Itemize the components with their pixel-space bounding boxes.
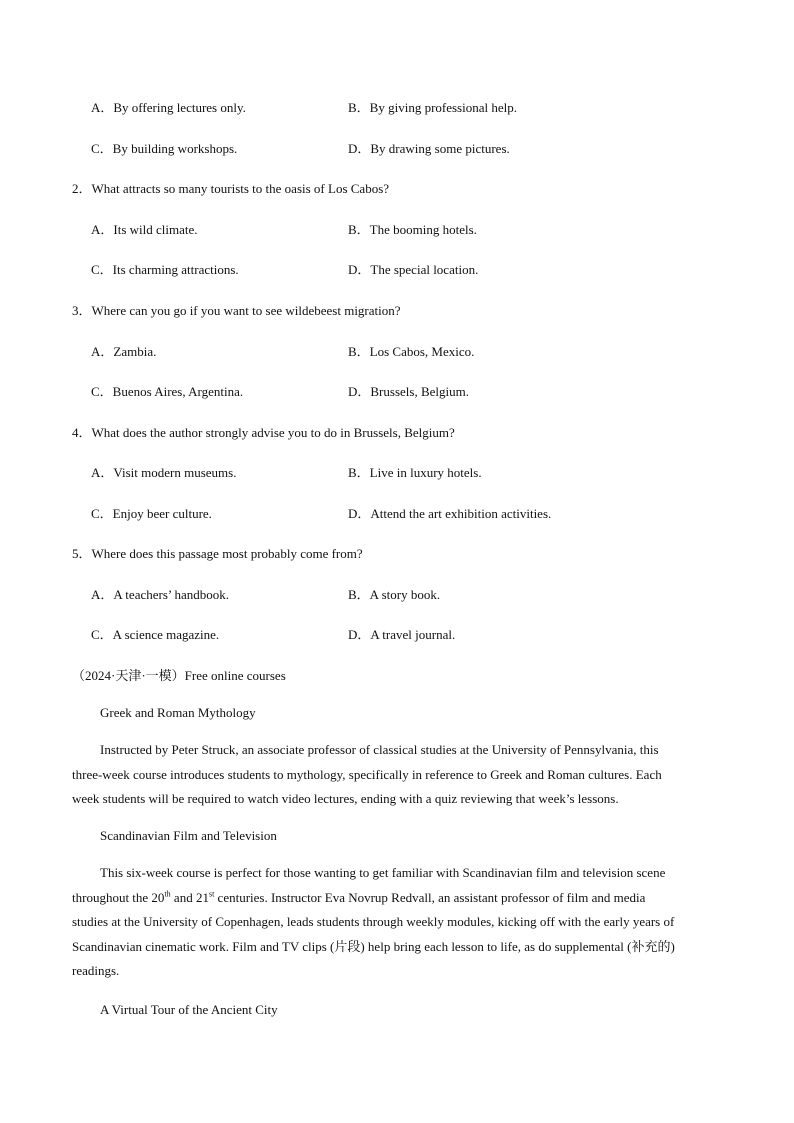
q1-option-c: C．By building workshops. xyxy=(91,141,238,156)
q5-option-a: A．A teachers’ handbook. xyxy=(91,587,230,602)
paragraph-line: readings. xyxy=(72,963,120,978)
q3-option-d: D．Brussels, Belgium. xyxy=(348,384,469,399)
paragraph-line: studies at the University of Copenhagen, leads students through weekly modules, kicking off with the early years of xyxy=(72,914,675,929)
course-heading-1: Greek and Roman Mythology xyxy=(100,705,256,720)
source-tag: （2024·天津·一模） xyxy=(72,668,185,683)
q1-option-b: B．By giving professional help. xyxy=(348,100,517,115)
course-2-description xyxy=(72,861,724,984)
q5-option-b: B．A story book. xyxy=(348,587,441,602)
q1-option-a: A．By offering lectures only. xyxy=(91,100,246,115)
question-2: 2．What attracts so many tourists to the oasis of Los Cabos? xyxy=(72,181,390,196)
paragraph-line: three-week course introduces students to mythology, specifically in reference to Greek and Roman cultures. Each xyxy=(72,766,662,782)
paragraph-line: Scandinavian cinematic work. Film and TV clips (片段) help bring each lesson to life, as do supplemental (补充的) xyxy=(72,938,675,954)
q2-option-a: A．Its wild climate. xyxy=(91,222,198,237)
course-heading-2: Scandinavian Film and Television xyxy=(100,828,277,843)
paragraph-line: week students will be required to watch video lectures, ending with a quiz reviewing that week’s lessons. xyxy=(72,791,619,806)
question-4: 4．What does the author strongly advise you to do in Brussels, Belgium? xyxy=(72,425,455,440)
q3-option-a: A．Zambia. xyxy=(91,344,157,359)
q3-option-b: B．Los Cabos, Mexico. xyxy=(348,344,475,359)
q1-option-d: D．By drawing some pictures. xyxy=(348,141,510,156)
paragraph-line: Instructed by Peter Struck, an associate professor of classical studies at the University of Pennsylvania, this xyxy=(100,742,659,757)
passage-title: Free online courses xyxy=(184,668,286,683)
q2-option-d: D．The special location. xyxy=(348,262,479,277)
question-5: 5．Where does this passage most probably come from? xyxy=(72,546,363,561)
question-3: 3．Where can you go if you want to see wildebeest migration? xyxy=(72,303,401,318)
q2-option-c: C．Its charming attractions. xyxy=(91,262,239,277)
q5-option-d: D．A travel journal. xyxy=(348,627,456,642)
paragraph-line: throughout the 20th and 21st centuries. Instructor Eva Novrup Redvall, an assistant professor of film and media xyxy=(72,889,646,905)
q4-option-a: A．Visit modern museums. xyxy=(91,465,237,480)
q5-option-c: C．A science magazine. xyxy=(91,627,220,642)
course-heading-3: A Virtual Tour of the Ancient City xyxy=(100,1002,278,1017)
course-1-description xyxy=(72,738,724,812)
q4-option-d: D．Attend the art exhibition activities. xyxy=(348,506,552,521)
q4-option-c: C．Enjoy beer culture. xyxy=(91,506,212,521)
q4-option-b: B．Live in luxury hotels. xyxy=(348,465,482,480)
q3-option-c: C．Buenos Aires, Argentina. xyxy=(91,384,244,399)
q2-option-b: B．The booming hotels. xyxy=(348,222,477,237)
paragraph-line: This six-week course is perfect for those wanting to get familiar with Scandinavian film and television scene xyxy=(100,865,666,880)
passage-header xyxy=(72,665,286,684)
